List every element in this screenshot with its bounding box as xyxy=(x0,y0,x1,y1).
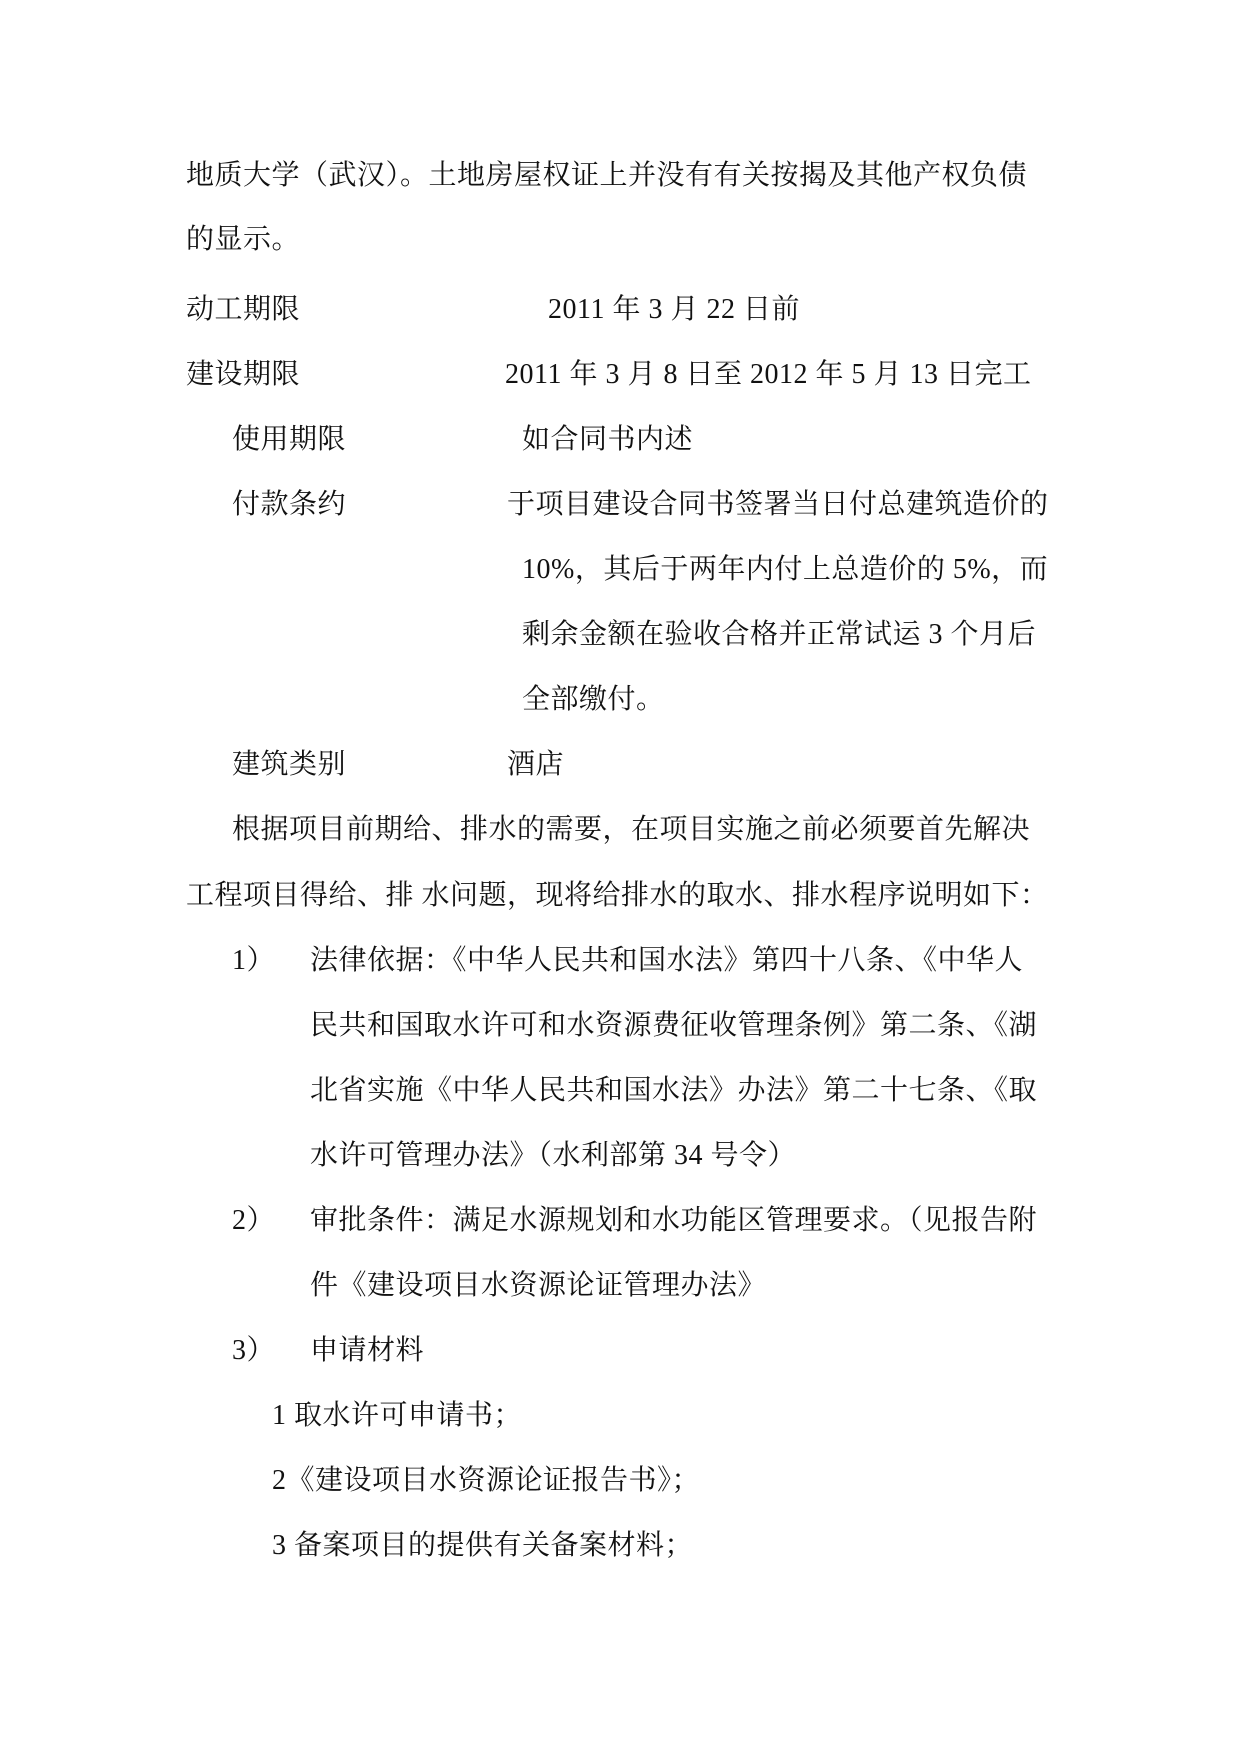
start-period-value: 2011 年 3 月 22 日前 xyxy=(548,294,800,325)
item-line: 审批条件：满足水源规划和水功能区管理要求。（见报告附 xyxy=(310,1205,1038,1236)
intro-line-2: 的显示。 xyxy=(186,224,301,255)
item-line: 水许可管理办法》（水利部第 34 号令） xyxy=(310,1140,797,1171)
paragraph-line-2: 工程项目得给、排 水问题，现将给排水的取水、排水程序说明如下： xyxy=(186,880,1049,911)
usage-period-label: 使用期限 xyxy=(232,424,347,455)
material-item: 3 备案项目的提供有关备案材料； xyxy=(272,1530,694,1561)
item-number: 2） xyxy=(232,1205,276,1236)
building-type-label: 建筑类别 xyxy=(232,749,347,780)
item-number: 3） xyxy=(232,1335,276,1366)
payment-terms-label: 付款条约 xyxy=(232,489,347,520)
building-type-value: 酒店 xyxy=(507,749,565,780)
construction-period-value: 2011 年 3 月 8 日至 2012 年 5 月 13 日完工 xyxy=(505,359,1032,390)
item-line: 北省实施《中华人民共和国水法》办法》第二十七条、《取 xyxy=(310,1075,1038,1106)
item-line: 件《建设项目水资源论证管理办法》 xyxy=(310,1270,767,1301)
item-line: 民共和国取水许可和水资源费征收管理条例》第二条、《湖 xyxy=(310,1010,1038,1041)
payment-terms-line: 于项目建设合同书签署当日付总建筑造价的 xyxy=(507,489,1049,520)
paragraph-line-1: 根据项目前期给、排水的需要，在项目实施之前必须要首先解决 xyxy=(232,814,1031,845)
item-line: 申请材料 xyxy=(310,1335,425,1366)
payment-terms-line: 剩余金额在验收合格并正常试运 3 个月后 xyxy=(522,619,1037,650)
usage-period-value: 如合同书内述 xyxy=(522,424,694,455)
intro-line-1: 地质大学（武汉）。土地房屋权证上并没有有关按揭及其他产权负债 xyxy=(186,160,1028,191)
construction-period-label: 建设期限 xyxy=(186,359,301,390)
material-item: 1 取水许可申请书； xyxy=(272,1400,523,1431)
item-number: 1） xyxy=(232,945,276,976)
start-period-label: 动工期限 xyxy=(186,294,301,325)
payment-terms-line: 10%，其后于两年内付上总造价的 5%，而 xyxy=(522,554,1049,585)
payment-terms-line: 全部缴付。 xyxy=(522,684,665,715)
item-line: 法律依据：《中华人民共和国水法》第四十八条、《中华人 xyxy=(310,945,1024,976)
material-item: 2《建设项目水资源论证报告书》； xyxy=(272,1465,701,1496)
